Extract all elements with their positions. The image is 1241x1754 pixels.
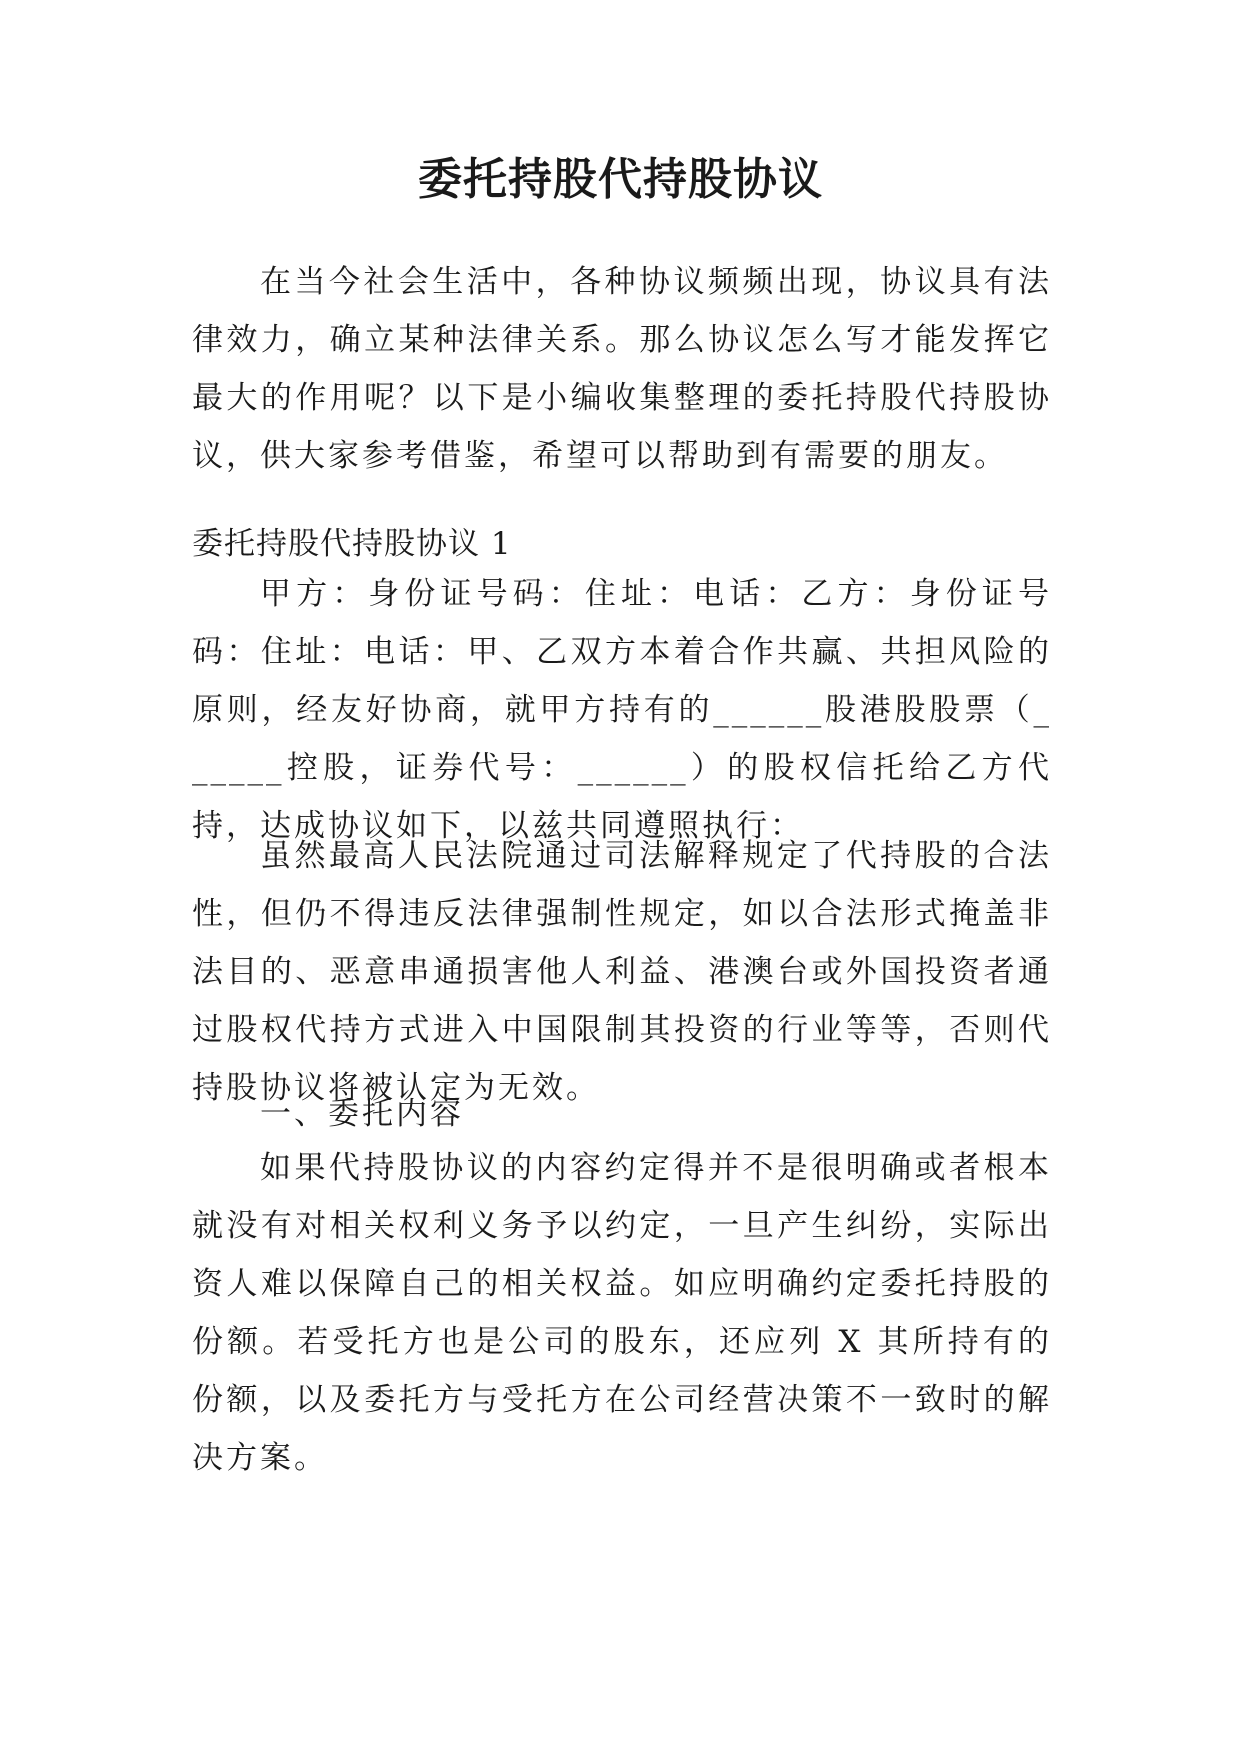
clause-paragraph: 如果代持股协议的内容约定得并不是很明确或者根本就没有对相关权利义务予以约定，一旦产生纠纷，实际出资人难以保障自己的相关权益。如应明确约定委托持股的份额。若受托方也是公司的股东，还应列 X 其所持有的份额，以及委托方与受托方在公司经营决策不一致时的解决方案。 xyxy=(192,1150,1052,1476)
clause-heading: 一、委托内容 xyxy=(260,1096,464,1132)
intro-paragraph: 在当今社会生活中，各种协议频频出现，协议具有法律效力，确立某种法律关系。那么协议怎么写才能发挥它最大的作用呢？以下是小编收集整理的委托持股代持股协议，供大家参考借鉴，希望可以帮助到有需要的朋友。 xyxy=(192,264,1052,474)
section-heading: 委托持股代持股协议 1 xyxy=(192,526,512,562)
legal-paragraph: 虽然最高人民法院通过司法解释规定了代持股的合法性，但仍不得违反法律强制性规定，如以合法形式掩盖非法目的、恶意串通损害他人利益、港澳台或外国投资者通过股权代持方式进入中国限制其投资的行业等等，否则代持股协议将被认定为无效。 xyxy=(192,838,1052,1106)
document-title: 委托持股代持股协议 xyxy=(418,154,823,205)
party-paragraph: 甲方：身份证号码：住址：电话：乙方：身份证号码：住址：电话：甲、乙双方本着合作共赢、共担风险的原则，经友好协商，就甲方持有的______股港股股票（______控股，证券代号：______）的股权信托给乙方代持，达成协议如下，以兹共同遵照执行： xyxy=(192,576,1052,844)
